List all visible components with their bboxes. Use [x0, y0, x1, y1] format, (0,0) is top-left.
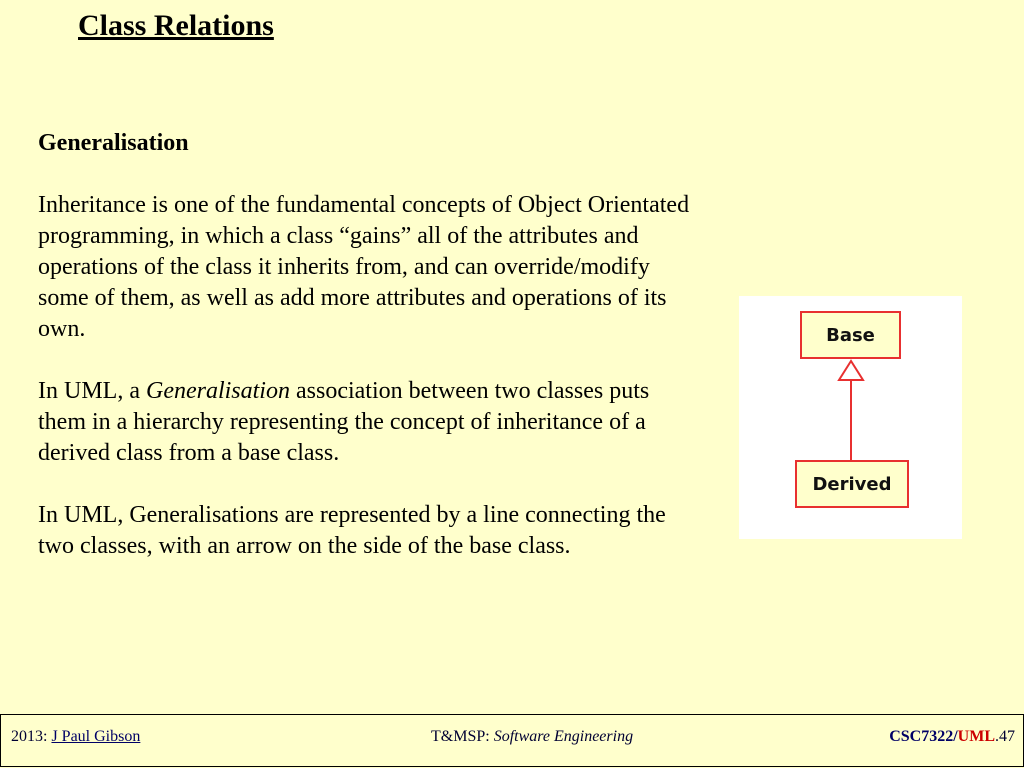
footer-year: 2013:: [11, 728, 52, 745]
section-heading: Generalisation: [38, 130, 189, 156]
base-class-label: Base: [826, 324, 875, 346]
author-link[interactable]: J Paul Gibson: [51, 728, 141, 745]
footer-course-code: CSC7322/: [889, 728, 958, 745]
paragraph-representation: In UML, Generalisations are represented by a line connecting the two classes, with an arrow on the side of the base class.: [38, 502, 666, 559]
uml-generalisation-diagram: [739, 296, 962, 539]
slide-title: Class Relations: [78, 9, 274, 42]
footer-author: [11, 728, 140, 746]
paragraph-inheritance: Inheritance is one of the fundamental concepts of Object Orientated programming, in which a class “gains” all of the attributes and operations of the class it inherits from, and can override/modify some of them, as well as add more attributes and operations of its own.: [38, 192, 690, 342]
slide-footer: [0, 714, 1024, 767]
base-class-box: [800, 311, 901, 359]
slide-body: [38, 128, 698, 593]
footer-course: [431, 728, 633, 746]
paragraph-generalisation: [38, 376, 698, 469]
paragraph-generalisation-prefix: In UML, a: [38, 378, 146, 404]
footer-course-name: Software Engineering: [493, 728, 634, 745]
footer-page: [889, 728, 1015, 746]
generalisation-term: Generalisation: [145, 378, 290, 404]
footer-module: UML: [957, 728, 995, 745]
hollow-triangle-arrowhead: [839, 361, 863, 380]
paragraph-generalisation-suffix: association between two classes puts them in a hierarchy representing the concept of inheritance of a derived class from a base class.: [38, 378, 650, 466]
derived-class-box: [795, 460, 909, 508]
footer-course-prefix: T&MSP:: [431, 728, 494, 745]
footer-page-number: .47: [995, 728, 1015, 745]
derived-class-label: Derived: [812, 473, 892, 495]
